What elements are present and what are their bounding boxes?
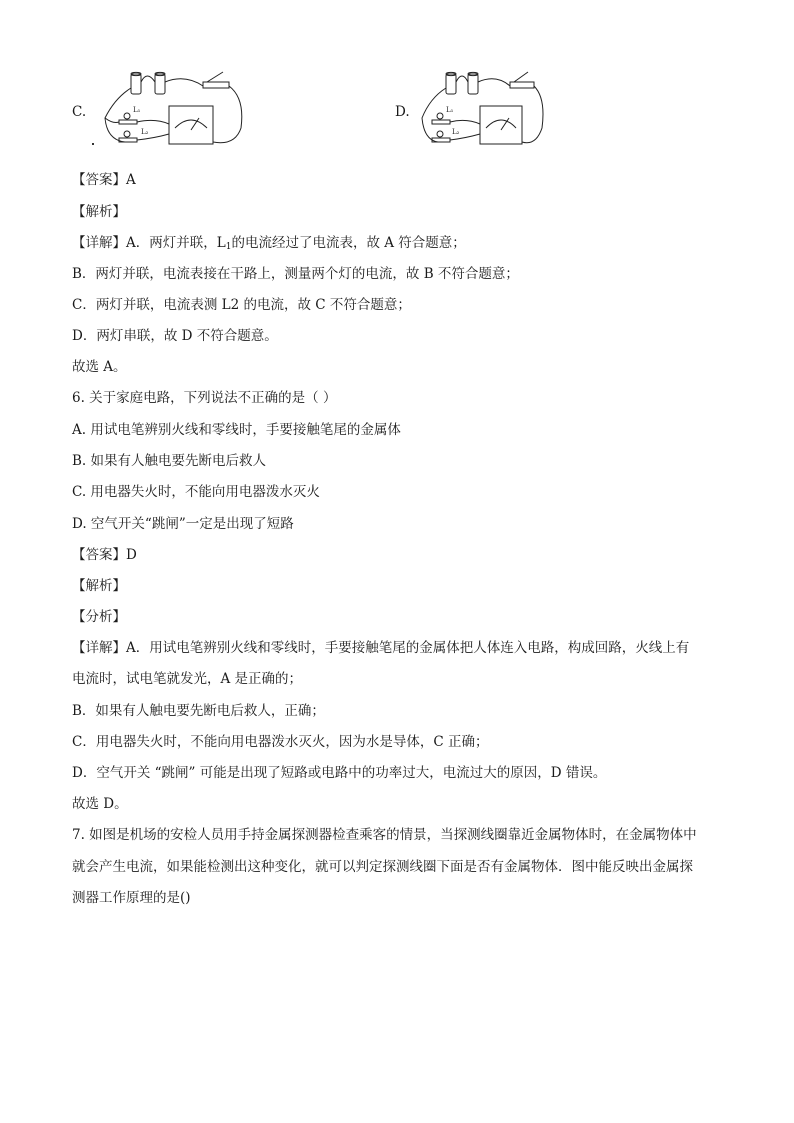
q6-conclusion: 故选 D。	[72, 796, 128, 812]
q6-detail-b: B．如果有人触电要先断电后救人，正确；	[72, 703, 325, 719]
q6-analysis-heading: 【解析】	[72, 578, 126, 594]
q6-detail-c: C．用电器失火时，不能向用电器泼水灭火，因为水是导体，C 正确；	[72, 734, 489, 750]
q6-question: 6. 关于家庭电路，下列说法不正确的是（ ）	[72, 390, 337, 406]
d-l1-label: L₁	[446, 106, 454, 114]
q5-answer: 【答案】A	[72, 172, 136, 188]
q6-option-b: B. 如果有人触电要先断电后救人	[72, 453, 267, 469]
q6-detail-a-line1: 【详解】A．用试电笔辨别火线和零线时，手要接触笔尾的金属体把人体连入电路，构成回路，火线上有	[72, 640, 690, 656]
q5-detail-a-sub: 1	[225, 242, 232, 252]
c-l1-label: L₁	[133, 106, 141, 114]
circuit-diagram-c	[95, 68, 247, 148]
q6-detail-d: D．空气开关 “跳闸” 可能是出现了短路或电路中的功率过大，电流过大的原因，D 错误。	[72, 765, 607, 781]
option-d-label: D.	[395, 104, 410, 120]
q5-analysis-heading: 【解析】	[72, 204, 126, 220]
q5-detail-b: B．两灯并联，电流表接在干路上，测量两个灯的电流，故 B 不符合题意；	[72, 266, 519, 282]
q5-detail-a-post: 的电流经过了电流表，故 A 符合题意；	[231, 235, 466, 251]
q6-option-a: A. 用试电笔辨别火线和零线时，手要接触笔尾的金属体	[72, 422, 401, 438]
stray-dot	[92, 143, 94, 145]
d-l2-label: L₂	[452, 128, 460, 136]
q7-line2: 就会产生电流，如果能检测出这种变化，就可以判定探测线圈下面是否有金属物体．图中能反映出金属探	[72, 859, 693, 875]
q7-line1: 7. 如图是机场的安检人员用手持金属探测器检查乘客的情景，当探测线圈靠近金属物体时，在金属物体中	[72, 827, 697, 843]
q6-option-d: D. 空气开关“跳闸”一定是出现了短路	[72, 516, 294, 532]
q6-answer: 【答案】D	[72, 547, 137, 563]
q6-option-c: C. 用电器失火时，不能向用电器泼水灭火	[72, 484, 320, 500]
q5-detail-a-pre: 【详解】A．两灯并联，L	[72, 235, 226, 251]
q7-line3: 测器工作原理的是()	[72, 890, 191, 906]
q6-detail-a-line2: 电流时，试电笔就发光，A 是正确的；	[72, 671, 303, 687]
q6-fenxi-heading: 【分析】	[72, 609, 126, 625]
circuit-diagram-d	[416, 68, 546, 148]
q5-detail-a	[72, 233, 722, 257]
q5-conclusion: 故选 A。	[72, 359, 127, 375]
q5-detail-c: C．两灯并联，电流表测 L2 的电流，故 C 不符合题意；	[72, 297, 411, 313]
option-c-label: C.	[72, 104, 87, 120]
q5-detail-d: D．两灯串联，故 D 不符合题意。	[72, 328, 278, 344]
c-l2-label: L₂	[141, 128, 149, 136]
